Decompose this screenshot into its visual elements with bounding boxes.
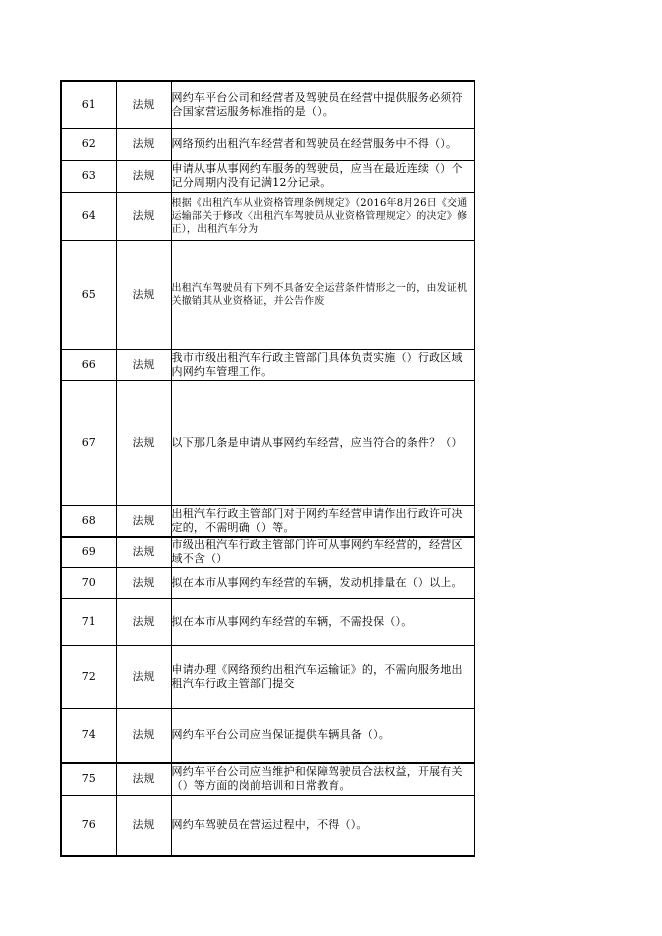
row-category: 法规 xyxy=(116,128,171,160)
row-question: 市级出租汽车行政主管部门许可从事网约车经营的，经营区域不含（） xyxy=(171,537,474,567)
row-question: 网约车平台公司应当保证提供车辆具备（）。 xyxy=(171,708,474,763)
row-number: 74 xyxy=(61,708,116,763)
row-category: 法规 xyxy=(116,795,171,856)
row-category: 法规 xyxy=(116,567,171,598)
table-row xyxy=(61,795,474,856)
row-question: 拟在本市从事网约车经营的车辆，发动机排量在（）以上。 xyxy=(171,567,474,598)
row-question: 拟在本市从事网约车经营的车辆，不需投保（）。 xyxy=(171,598,474,645)
row-number: 61 xyxy=(61,81,116,128)
row-question: 出租汽车行政主管部门对于网约车经营申请作出行政许可决定的，不需明确（）等。 xyxy=(171,505,474,537)
table-row xyxy=(61,81,474,128)
row-category: 法规 xyxy=(116,708,171,763)
row-number: 76 xyxy=(61,795,116,856)
row-category: 法规 xyxy=(116,240,171,349)
row-number: 71 xyxy=(61,598,116,645)
row-category: 法规 xyxy=(116,505,171,537)
row-question: 网约车平台公司和经营者及驾驶员在经营中提供服务必须符合国家营运服务标准指的是（）。 xyxy=(171,81,474,128)
row-number: 64 xyxy=(61,192,116,240)
table-row xyxy=(61,160,474,192)
row-category: 法规 xyxy=(116,349,171,380)
row-number: 70 xyxy=(61,567,116,598)
row-number: 75 xyxy=(61,763,116,795)
row-category: 法规 xyxy=(116,537,171,567)
row-number: 66 xyxy=(61,349,116,380)
row-number: 68 xyxy=(61,505,116,537)
row-question: 我市市级出租汽车行政主管部门具体负责实施（）行政区域内网约车管理工作。 xyxy=(171,349,474,380)
question-table xyxy=(60,80,475,857)
table-row xyxy=(61,567,474,598)
table-row xyxy=(61,537,474,567)
row-question: 以下那几条是申请从事网约车经营，应当符合的条件？（） xyxy=(171,380,474,505)
table-row xyxy=(61,349,474,380)
row-question: 出租汽车驾驶员有下列不具备安全运营条件情形之一的，由发证机关撤销其从业资格证，并公告作废 xyxy=(171,240,474,349)
row-question: 网络预约出租汽车经营者和驾驶员在经营服务中不得（）。 xyxy=(171,128,474,160)
table-row xyxy=(61,505,474,537)
table-row xyxy=(61,380,474,505)
table-row xyxy=(61,192,474,240)
table-row xyxy=(61,598,474,645)
row-question: 网约车平台公司应当维护和保障驾驶员合法权益，开展有关（）等方面的岗前培训和日常教育。 xyxy=(171,763,474,795)
row-category: 法规 xyxy=(116,380,171,505)
row-question: 根据《出租汽车从业资格管理条例规定》（2016年8月26日《交通运输部关于修改〈出租汽车驾驶员从业资格管理规定〉的决定》修正），出租汽车分为 xyxy=(171,192,474,240)
table-row xyxy=(61,645,474,708)
table-row xyxy=(61,128,474,160)
table-row xyxy=(61,708,474,763)
row-number: 69 xyxy=(61,537,116,567)
row-number: 65 xyxy=(61,240,116,349)
row-number: 62 xyxy=(61,128,116,160)
row-category: 法规 xyxy=(116,645,171,708)
row-category: 法规 xyxy=(116,763,171,795)
row-number: 63 xyxy=(61,160,116,192)
row-question: 申请办理《网络预约出租汽车运输证》的，不需向服务地出租汽车行政主管部门提交 xyxy=(171,645,474,708)
row-category: 法规 xyxy=(116,81,171,128)
row-question: 申请从事从事网约车服务的驾驶员，应当在最近连续（）个记分周期内没有记满12分记录。 xyxy=(171,160,474,192)
row-number: 67 xyxy=(61,380,116,505)
row-category: 法规 xyxy=(116,192,171,240)
table-row xyxy=(61,240,474,349)
table-row xyxy=(61,763,474,795)
row-question: 网约车驾驶员在营运过程中，不得（）。 xyxy=(171,795,474,856)
row-category: 法规 xyxy=(116,160,171,192)
row-number: 72 xyxy=(61,645,116,708)
row-category: 法规 xyxy=(116,598,171,645)
